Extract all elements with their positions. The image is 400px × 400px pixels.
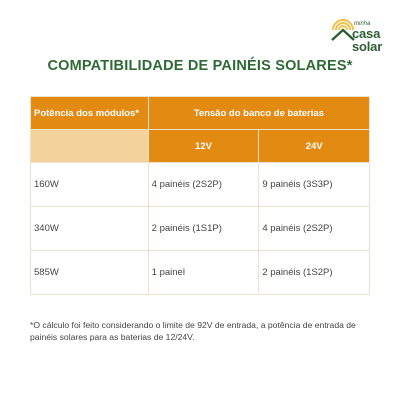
cell-24v: 9 painéis (3S3P) xyxy=(259,163,370,207)
subheader-12v: 12V xyxy=(148,130,259,163)
header-voltage: Tensão do banco de baterias xyxy=(148,97,369,130)
page-title: COMPATIBILIDADE DE PAINÉIS SOLARES* xyxy=(47,58,353,74)
cell-12v: 2 painéis (1S1P) xyxy=(148,207,259,251)
footnote: *O cálculo foi feito considerando o limite de 92V de entrada, a potência de entrada de painéis solares para as baterias de 12/24V. xyxy=(30,320,356,342)
cell-power: 340W xyxy=(31,207,149,251)
cell-12v: 1 painel xyxy=(148,251,259,295)
logo-small-text: minha xyxy=(354,21,371,27)
table-row xyxy=(31,251,370,295)
cell-power: 160W xyxy=(31,163,149,207)
subheader-24v: 24V xyxy=(259,130,370,163)
cell-24v: 2 painéis (1S2P) xyxy=(259,251,370,295)
logo-casa-text: casa xyxy=(352,26,381,41)
cell-12v: 4 painéis (2S2P) xyxy=(148,163,259,207)
logo-solar-text: solar xyxy=(352,39,383,54)
header-power: Potência dos módulos* xyxy=(31,97,149,130)
table-subheader-row xyxy=(31,130,370,163)
table-row xyxy=(31,163,370,207)
table-header-row xyxy=(31,97,370,130)
compatibility-table xyxy=(30,96,370,295)
table-row xyxy=(31,207,370,251)
cell-power: 585W xyxy=(31,251,149,295)
brand-logo xyxy=(330,14,392,54)
cell-24v: 4 painéis (2S2P) xyxy=(259,207,370,251)
subheader-empty-cell xyxy=(31,130,149,163)
